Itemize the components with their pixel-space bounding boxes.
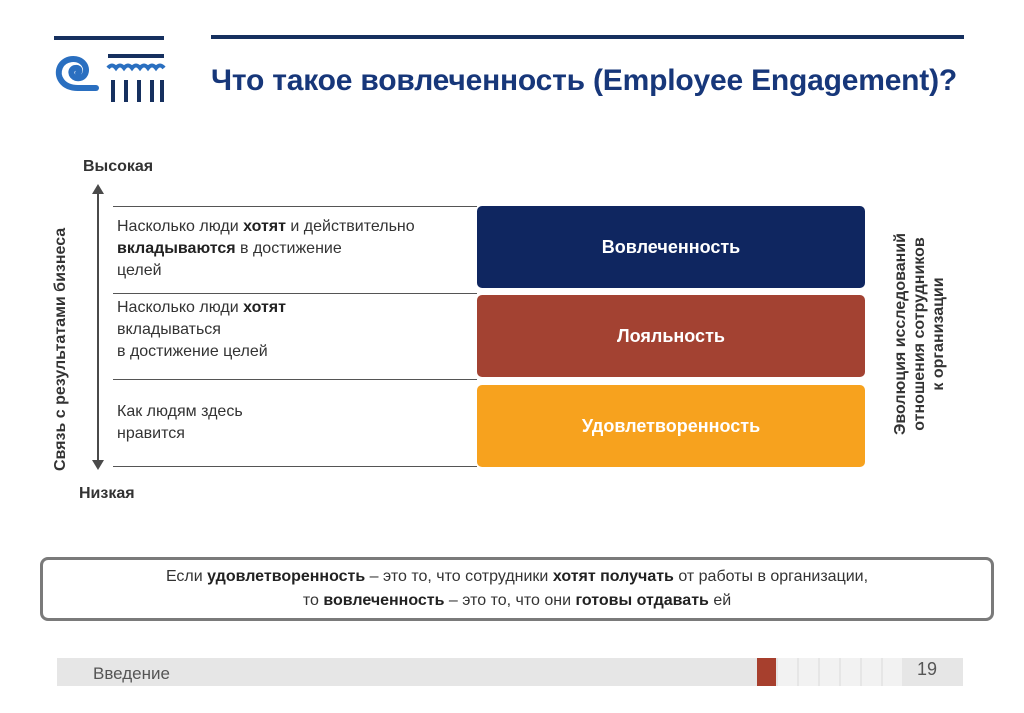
level-box-satisfaction: Удовлетворенность bbox=[477, 385, 865, 467]
axis-title-left: Связь с результатами бизнеса bbox=[52, 227, 69, 471]
level-box-loyalty: Лояльность bbox=[477, 295, 865, 377]
callout-line-2: то вовлеченность – это то, что они готовы отдавать ей bbox=[302, 592, 732, 609]
axis-low-label: Низкая bbox=[79, 485, 135, 502]
progress-step bbox=[883, 658, 902, 686]
progress-step bbox=[757, 658, 776, 686]
footer-section-label: Введение bbox=[93, 664, 170, 683]
vertical-axis bbox=[97, 192, 99, 464]
progress-step bbox=[799, 658, 818, 686]
row-description-engagement: Насколько люди хотят и действительно вкладываются в достижение целей bbox=[117, 218, 415, 279]
row-separator bbox=[113, 466, 477, 467]
page-title: Что такое вовлеченность (Employee Engagement)? bbox=[211, 64, 958, 97]
axis-title-right-line: Эволюция исследований bbox=[892, 233, 909, 435]
axis-arrow-down-icon bbox=[92, 460, 104, 470]
section-progress bbox=[757, 658, 902, 686]
callout-line-1: Если удовлетворенность – это то, что сотрудники хотят получать от работы в организации, bbox=[165, 568, 869, 585]
progress-step bbox=[820, 658, 839, 686]
row-description-loyalty: Насколько люди хотят вкладываться в достижение целей bbox=[117, 299, 286, 360]
header-rule bbox=[211, 35, 964, 39]
page-number: 19 bbox=[917, 659, 938, 679]
axis-title-right-line: отношения сотрудников bbox=[911, 237, 928, 431]
level-box-engagement: Вовлеченность bbox=[477, 206, 865, 288]
progress-step bbox=[778, 658, 797, 686]
row-separator bbox=[113, 206, 477, 207]
progress-step bbox=[862, 658, 881, 686]
axis-title-right bbox=[891, 219, 948, 449]
progress-step bbox=[841, 658, 860, 686]
row-separator bbox=[113, 293, 477, 294]
axis-title-right-line: к организации bbox=[930, 277, 947, 391]
logo-icon bbox=[50, 36, 168, 108]
summary-callout bbox=[40, 557, 994, 621]
axis-high-label: Высокая bbox=[83, 158, 154, 175]
row-separator bbox=[113, 379, 477, 380]
row-description-satisfaction: Как людям здесь нравится bbox=[117, 403, 243, 442]
